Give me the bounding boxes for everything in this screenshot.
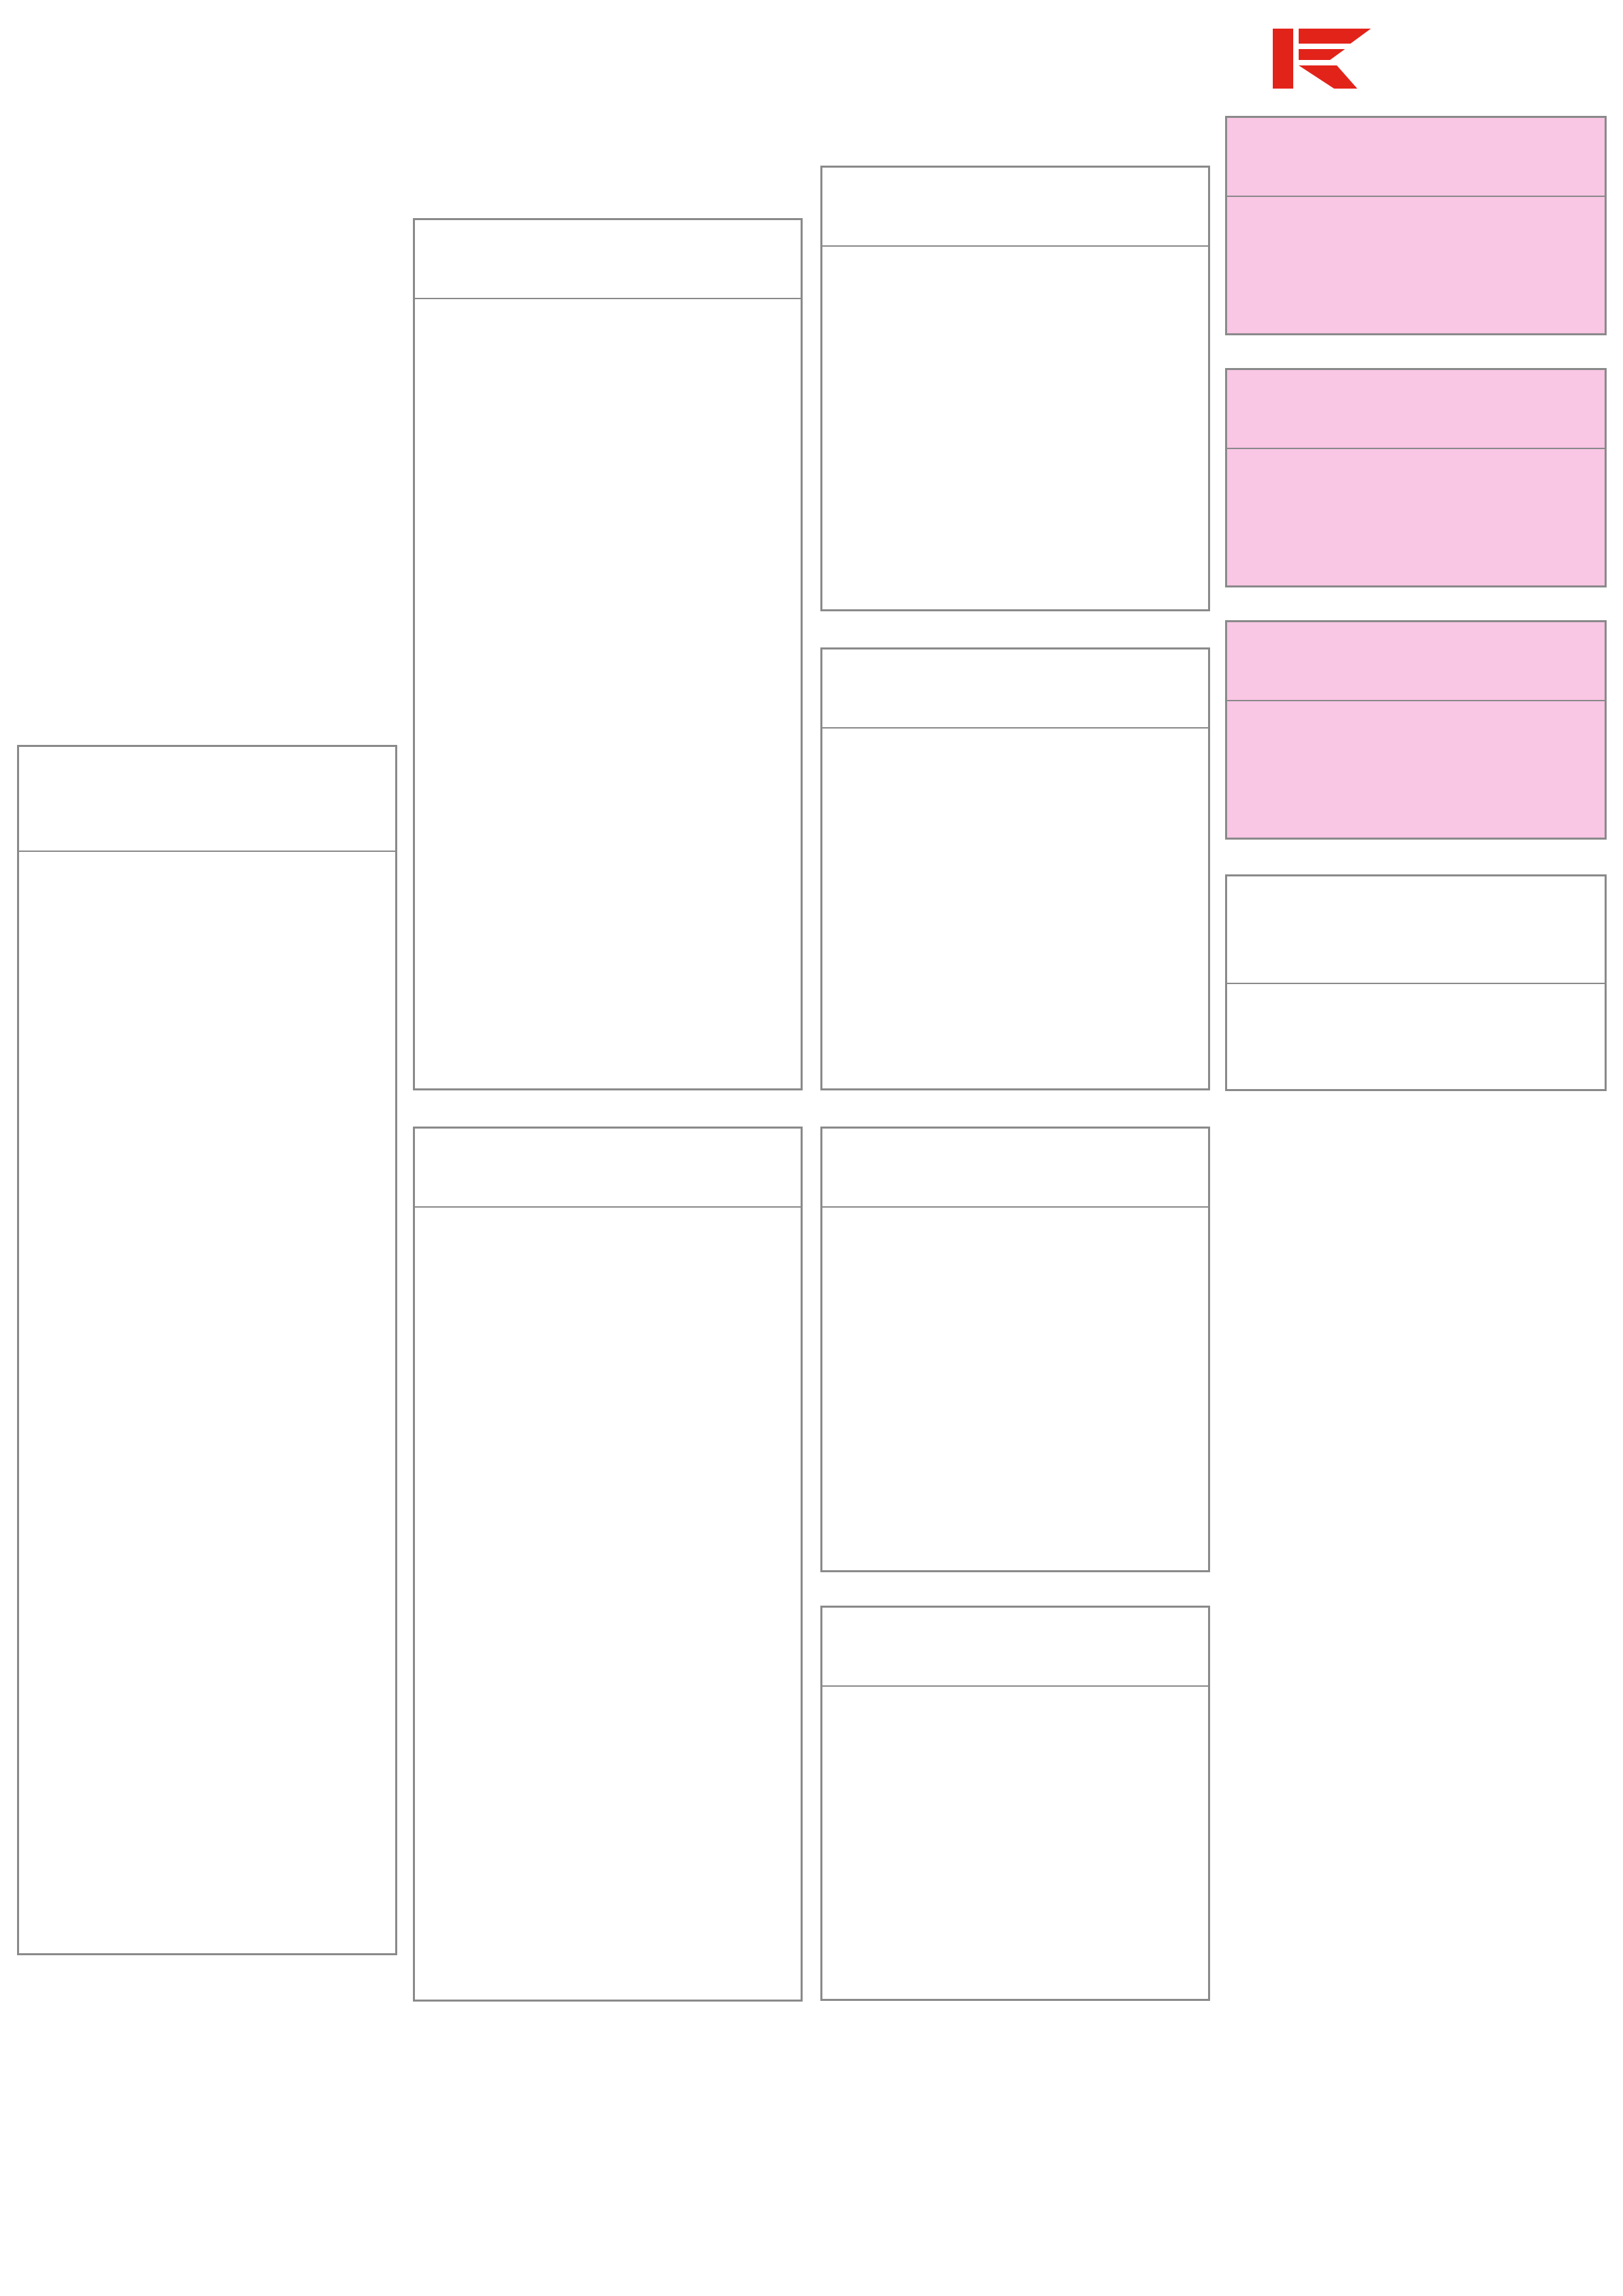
card-divider [822,1206,1208,1208]
kaier-logo [1269,25,1609,93]
card-divider [19,851,395,852]
pedigree-card-sire-dam[interactable] [820,647,1210,1090]
pedigree-card-dam-sire[interactable] [820,1127,1210,1572]
card-divider [1227,700,1605,701]
pedigree-card-subject[interactable] [17,745,397,1955]
pedigree-card-dam[interactable] [413,1127,803,2002]
kaier-logo-mark [1269,25,1378,93]
pedigree-card-dam-dam[interactable] [820,1606,1210,2001]
card-divider [1227,448,1605,449]
pedigree-card-sire[interactable] [413,218,803,1090]
pedigree-card-sire-dam-sire[interactable] [1225,620,1607,840]
card-divider [822,1685,1208,1687]
card-divider [822,245,1208,247]
card-divider [1227,983,1605,984]
card-divider [1227,196,1605,197]
card-divider [822,727,1208,729]
pedigree-card-sire-sire[interactable] [820,166,1210,611]
pedigree-card-sire-sire-sire[interactable] [1225,116,1607,335]
pedigree-card-sire-sire-dam[interactable] [1225,368,1607,587]
pedigree-card-sire-dam-dam[interactable] [1225,874,1607,1091]
card-divider [415,298,801,299]
card-divider [415,1206,801,1208]
